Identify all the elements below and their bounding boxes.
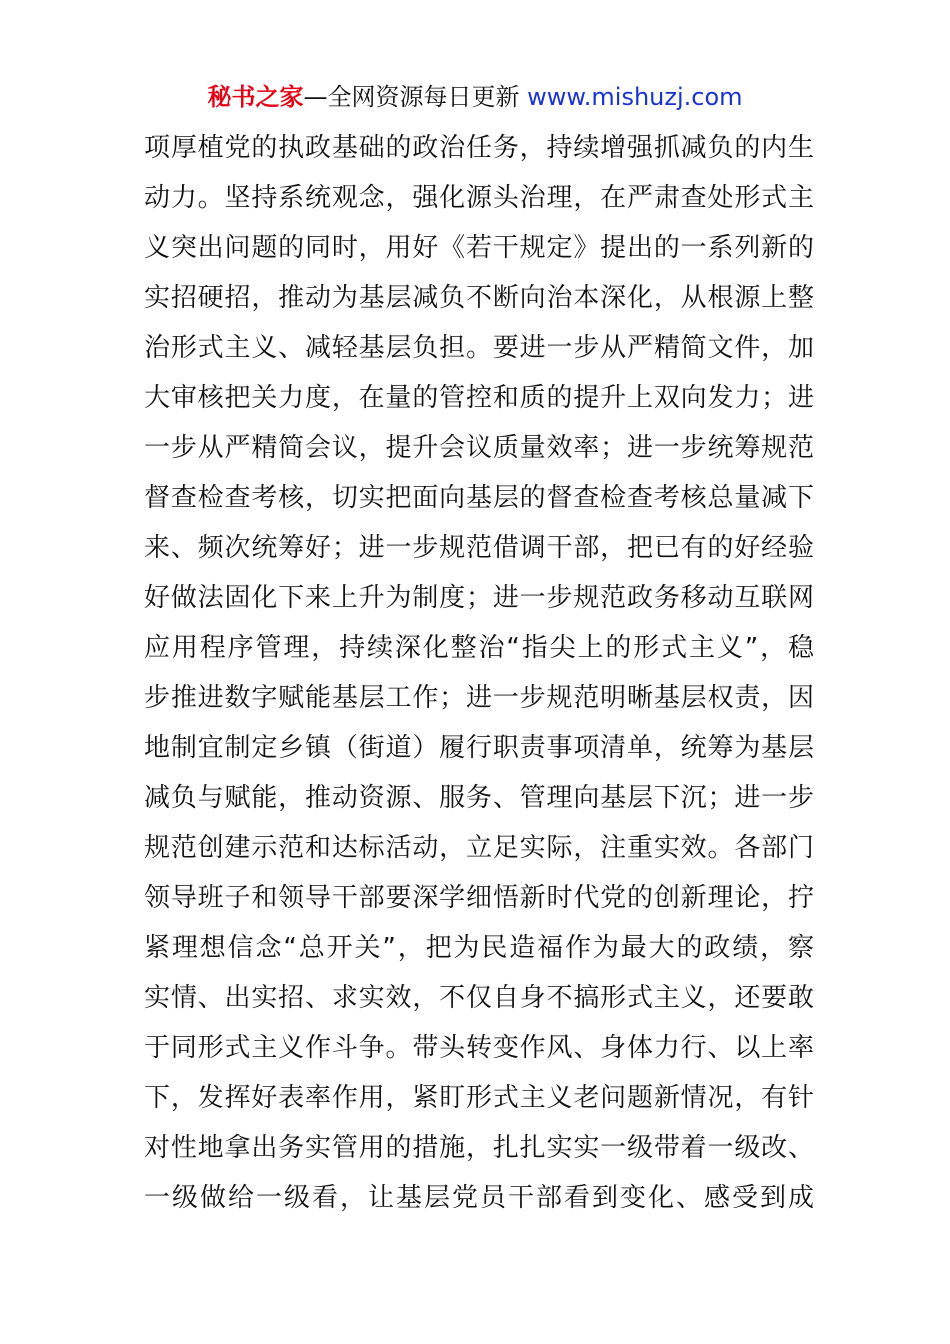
text-line: 好做法固化下来上升为制度；进一步规范政务移动互联网 xyxy=(144,583,814,613)
header-tagline: —全网资源每日更新 xyxy=(303,83,520,111)
text-line: 治形式主义、减轻基层负担。要进一步从严精简文件，加 xyxy=(144,333,814,363)
page-header xyxy=(0,80,950,114)
text-line: 动力。坚持系统观念，强化源头治理，在严肃查处形式主 xyxy=(144,183,814,213)
text-line: 项厚植党的执政基础的政治任务，持续增强抓减负的内生 xyxy=(144,133,814,163)
text-line: 领导班子和领导干部要深学细悟新时代党的创新理论，拧 xyxy=(144,883,814,913)
text-line: 对性地拿出务实管用的措施，扎扎实实一级带着一级改、 xyxy=(144,1133,814,1163)
text-line: 步推进数字赋能基层工作；进一步规范明晰基层权责，因 xyxy=(144,683,814,713)
text-line: 于同形式主义作斗争。带头转变作风、身体力行、以上率 xyxy=(144,1033,814,1063)
text-line: 一步从严精简会议，提升会议质量效率；进一步统筹规范 xyxy=(144,433,814,463)
text-line: 减负与赋能，推动资源、服务、管理向基层下沉；进一步 xyxy=(144,783,814,813)
text-line: 地制宜制定乡镇（街道）履行职责事项清单，统筹为基层 xyxy=(144,733,814,763)
text-line: 来、频次统筹好；进一步规范借调干部，把已有的好经验 xyxy=(144,533,814,563)
text-line: 义突出问题的同时，用好《若干规定》提出的一系列新的 xyxy=(144,233,814,263)
text-line: 督查检查考核，切实把面向基层的督查检查考核总量减下 xyxy=(144,483,814,513)
text-line: 紧理想信念“总开关”，把为民造福作为最大的政绩，察 xyxy=(144,933,814,963)
document-body xyxy=(144,123,814,1223)
text-line: 规范创建示范和达标活动，立足实际，注重实效。各部门 xyxy=(144,833,814,863)
brand-name: 秘书之家 xyxy=(207,83,304,111)
site-url-link[interactable]: www.mishuzj.com xyxy=(527,83,743,111)
text-line: 实情、出实招、求实效，不仅自身不搞形式主义，还要敢 xyxy=(144,983,814,1013)
text-line: 应用程序管理，持续深化整治“指尖上的形式主义”，稳 xyxy=(144,633,814,663)
text-line: 实招硬招，推动为基层减负不断向治本深化，从根源上整 xyxy=(144,283,814,313)
text-line: 下，发挥好表率作用，紧盯形式主义老问题新情况，有针 xyxy=(144,1083,814,1113)
text-line: 大审核把关力度，在量的管控和质的提升上双向发力；进 xyxy=(144,383,814,413)
text-line: 一级做给一级看，让基层党员干部看到变化、感受到成 xyxy=(144,1183,814,1213)
